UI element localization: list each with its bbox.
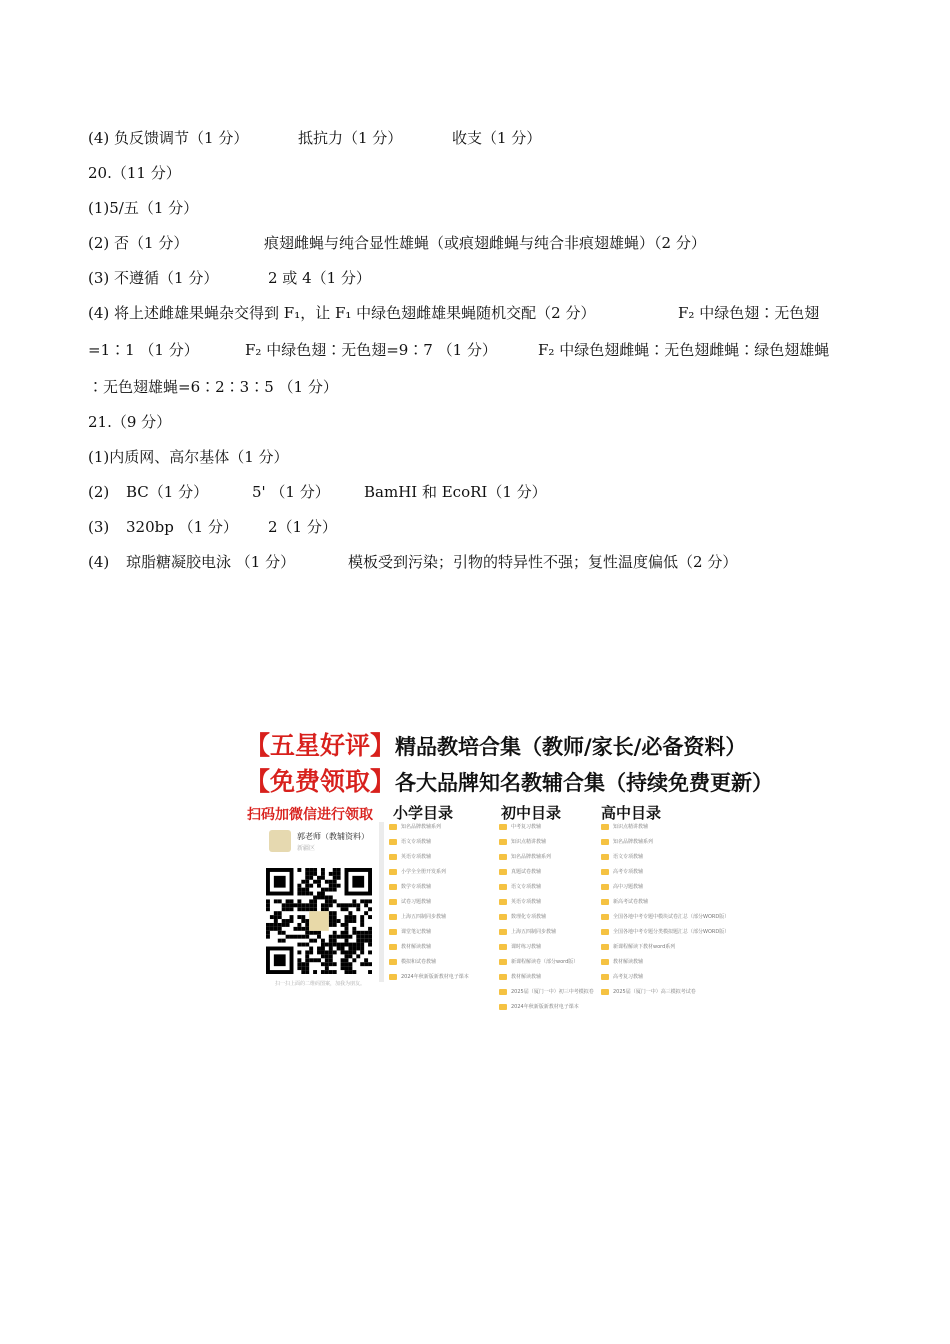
promo-title-1-red: 【五星好评】 (245, 731, 396, 760)
folder-label: 2025届（厦门一中）初三中考模拟卷 (511, 989, 594, 995)
folder-label: 课堂笔记教辅 (401, 929, 432, 935)
folder-icon (389, 929, 397, 935)
folder-label: 知名品牌教辅系列 (401, 824, 442, 830)
answer-segment: BamHⅠ 和 EcoRⅠ（1 分） (364, 483, 547, 501)
folder-icon (389, 854, 397, 860)
folder-label: 2025届（厦门一中）高三模拟考试卷 (613, 989, 696, 995)
folder-icon (601, 914, 609, 920)
folder-label: 新高考试卷教辅 (613, 899, 649, 905)
folder-icon (389, 884, 397, 890)
primary-catalog-heading: 小学目录 (393, 804, 454, 822)
answer-segment: (2) (88, 483, 110, 501)
folder-label: 课时练习教辅 (511, 944, 542, 950)
folder-icon (499, 959, 507, 965)
folder-icon (499, 854, 507, 860)
answer-segment: 收支（1 分） (452, 129, 542, 147)
promo-title-1 (245, 726, 746, 762)
answer-segment: F₂ 中绿色翅∶无色翅 (678, 304, 820, 322)
middle-catalog-heading: 初中目录 (501, 804, 562, 822)
folder-icon (601, 989, 609, 995)
folder-label: 全国各地中考专题中模块试卷汇总（部分WORD版） (613, 914, 730, 920)
promo-title-2-red: 【免费领取】 (245, 767, 396, 796)
folder-icon (499, 929, 507, 935)
folder-label: 知名品牌教辅系列 (613, 839, 654, 845)
folder-label: 新课程解读卷（部分word版） (511, 959, 579, 965)
folder-icon (601, 839, 609, 845)
folder-icon (389, 899, 397, 905)
answer-segment: (4) (88, 553, 110, 571)
folder-label: 2024年秋新版新教材电子课本 (401, 974, 469, 980)
folder-icon (499, 899, 507, 905)
folder-icon (601, 959, 609, 965)
answer-segment: (3) (88, 518, 110, 536)
folder-label: 知识点精讲教辅 (511, 839, 547, 845)
folder-label: 新课程解读下教材word系列 (613, 944, 676, 950)
answer-segment: 5' （1 分） (252, 483, 330, 501)
folder-icon (499, 989, 507, 995)
folder-icon (389, 839, 397, 845)
folder-icon (601, 899, 609, 905)
folder-icon (601, 929, 609, 935)
answer-segment: ∶无色翅雄蝇=6∶2∶3∶5 （1 分） (88, 378, 338, 396)
folder-label: 2024年秋新版新教材电子课本 (511, 1004, 579, 1010)
folder-icon (389, 944, 397, 950)
answer-segment: (1)5/五（1 分） (88, 199, 199, 217)
folder-label: 教材解读教辅 (613, 959, 644, 965)
answer-segment: 抵抗力（1 分） (298, 129, 403, 147)
folder-icon (601, 854, 609, 860)
folder-label: 试卷习题教辅 (401, 899, 432, 905)
folder-label: 上海五四制同步教辅 (401, 914, 447, 920)
folder-icon (499, 1004, 507, 1010)
answer-segment: F₂ 中绿色翅∶无色翅=9∶7 （1 分） (245, 341, 497, 359)
promo-title-2-black: 各大品牌知名教辅合集（持续免费更新） (395, 771, 774, 795)
folder-label: 高中习题教辅 (613, 884, 644, 890)
answer-segment: 20.（11 分） (88, 164, 181, 182)
folder-label: 全国各地中考专题分类模拟题汇总（部分WORD版） (613, 929, 730, 935)
folder-label: 中考复习教辅 (511, 824, 542, 830)
promo-title-1-black: 精品教培合集（教师/家长/必备资料） (395, 735, 747, 759)
profile-region: 新疆区 (297, 845, 316, 852)
answer-segment: BC（1 分） (126, 483, 209, 501)
high-catalog-heading: 高中目录 (601, 804, 662, 822)
avatar (269, 830, 291, 852)
answer-segment: (2) 否（1 分） (88, 234, 189, 252)
wechat-profile (269, 830, 389, 858)
answer-segment: 2（1 分） (268, 518, 337, 536)
folder-icon (601, 824, 609, 830)
answer-segment: (4) 负反馈调节（1 分） (88, 129, 249, 147)
answer-segment: 模板受到污染；引物的特异性不强；复性温度偏低（2 分） (348, 553, 738, 571)
folder-label: 数学专项教辅 (401, 884, 432, 890)
profile-name: 郭老师（教辅资料） (297, 832, 369, 841)
scan-prompt: 扫码加微信进行领取 (247, 807, 373, 823)
answer-segment: 21.（9 分） (88, 413, 172, 431)
folder-label: 英语专项教辅 (401, 854, 432, 860)
folder-label: 小学全全册开发系列 (401, 869, 447, 875)
answer-segment: 琼脂糖凝胶电泳 （1 分） (126, 553, 296, 571)
folder-label: 真题试卷教辅 (511, 869, 542, 875)
answer-segment: 2 或 4（1 分） (268, 269, 371, 287)
answer-segment: (3) 不遵循（1 分） (88, 269, 219, 287)
folder-label: 语文专项教辅 (613, 854, 644, 860)
folder-label: 知名品牌教辅系列 (511, 854, 552, 860)
answer-segment: (4) 将上述雌雄果蝇杂交得到 F₁，让 F₁ 中绿色翅雌雄果蝇随机交配（2 分） (88, 304, 596, 322)
folder-icon (499, 884, 507, 890)
folder-icon (601, 944, 609, 950)
folder-icon (601, 974, 609, 980)
folder-label: 语文专项教辅 (511, 884, 542, 890)
folder-icon (389, 824, 397, 830)
promo-title-2 (245, 762, 773, 798)
folder-label: 数理化专项教辅 (511, 914, 547, 920)
folder-icon (499, 839, 507, 845)
folder-icon (389, 974, 397, 980)
answer-segment: (1)内质网、高尔基体（1 分） (88, 448, 289, 466)
answer-segment: =1∶1 （1 分） (88, 341, 199, 359)
folder-icon (499, 974, 507, 980)
folder-label: 英语专项教辅 (511, 899, 542, 905)
scrollbar (379, 822, 384, 982)
answer-segment: 痕翅雌蝇与纯合显性雄蝇（或痕翅雌蝇与纯合非痕翅雄蝇）（2 分） (264, 234, 706, 252)
folder-icon (389, 869, 397, 875)
promo-banner (245, 722, 774, 1010)
folder-label: 语文专项教辅 (401, 839, 432, 845)
folder-icon (499, 914, 507, 920)
folder-label: 上海五四制同步教辅 (511, 929, 557, 935)
folder-label: 知识点精讲教辅 (613, 824, 649, 830)
answer-segment: F₂ 中绿色翅雌蝇∶无色翅雌蝇∶绿色翅雄蝇 (538, 341, 830, 359)
folder-label: 模拟和试卷教辅 (401, 959, 437, 965)
answer-segment: 320bp （1 分） (126, 518, 238, 536)
qr-caption: 扫一扫上面的二维码图案，加我为朋友。 (275, 981, 366, 987)
folder-label: 教材解读教辅 (511, 974, 542, 980)
folder-icon (499, 869, 507, 875)
folder-icon (601, 884, 609, 890)
folder-label: 高考专项教辅 (613, 869, 644, 875)
folder-label: 高考复习教辅 (613, 974, 644, 980)
folder-label: 教材解读教辅 (401, 944, 432, 950)
folder-icon (389, 959, 397, 965)
folder-icon (601, 869, 609, 875)
qr-code-icon (265, 868, 373, 974)
folder-icon (389, 914, 397, 920)
folder-icon (499, 944, 507, 950)
folder-icon (499, 824, 507, 830)
